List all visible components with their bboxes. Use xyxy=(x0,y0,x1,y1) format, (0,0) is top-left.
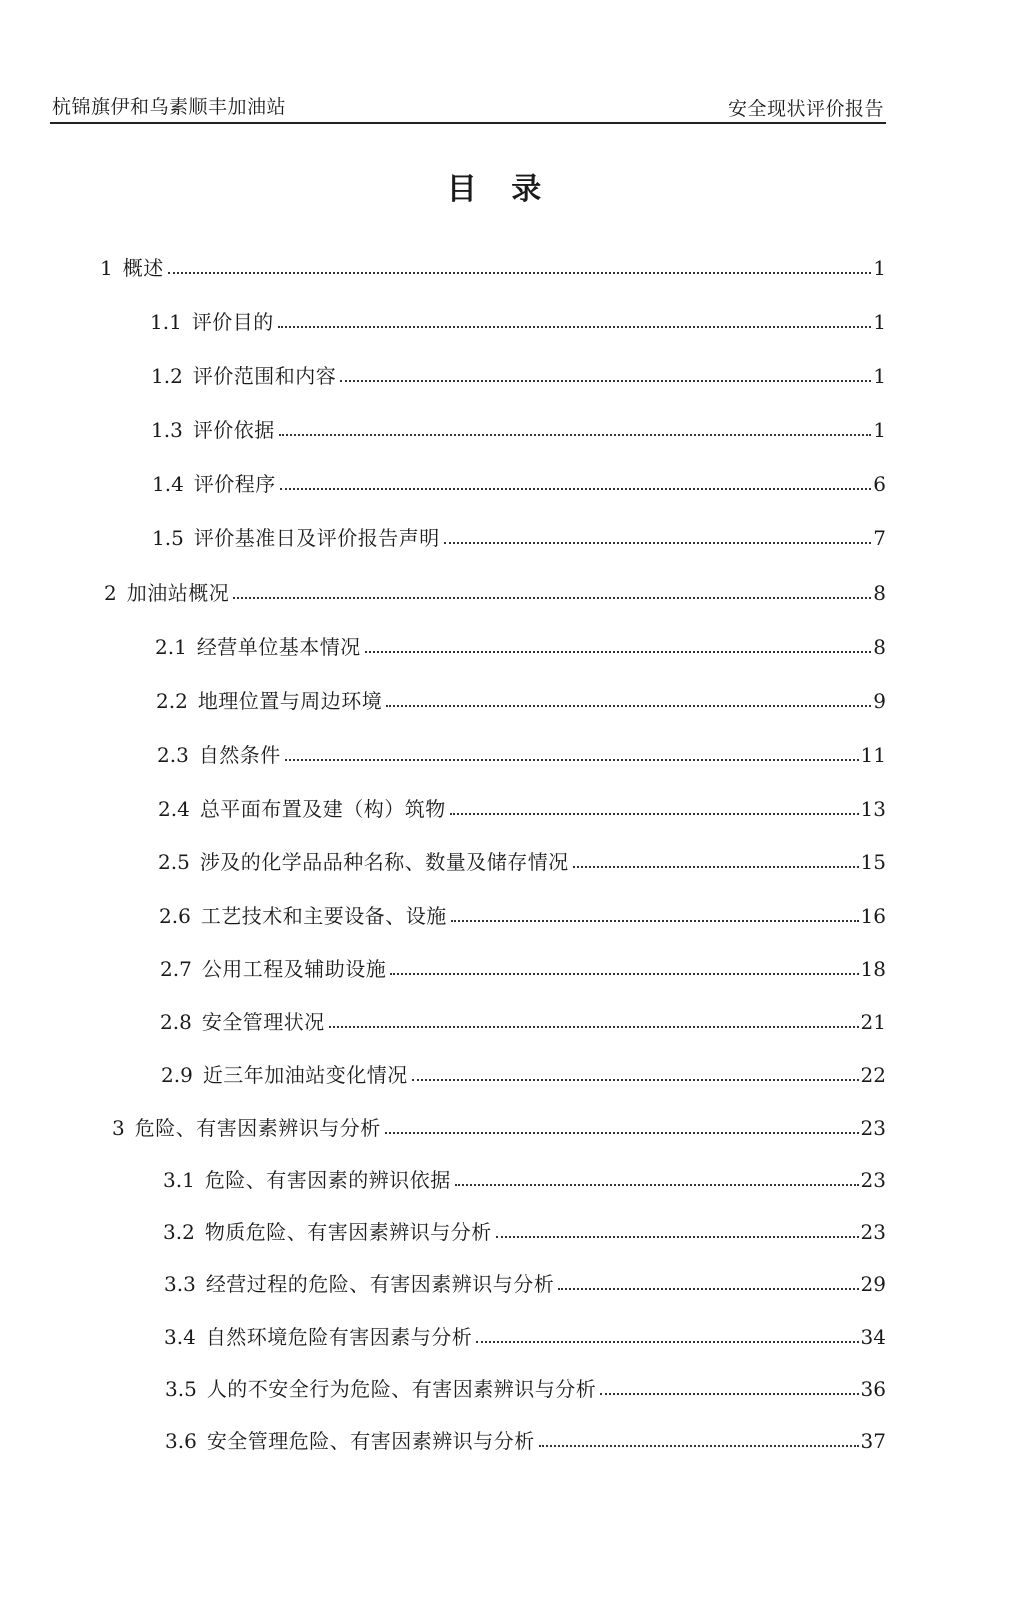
toc-page: 29 xyxy=(860,1272,886,1296)
toc-number: 2.4 xyxy=(158,797,190,821)
toc-label: 工艺技术和主要设备、设施 xyxy=(200,904,447,928)
toc-entry-2[interactable] xyxy=(104,575,886,605)
toc-page: 9 xyxy=(873,689,886,713)
toc-label: 评价程序 xyxy=(193,472,276,496)
toc-label: 人的不安全行为危险、有害因素辨识与分析 xyxy=(206,1377,597,1401)
toc-number: 3.5 xyxy=(165,1377,197,1401)
toc-entry-1-3[interactable] xyxy=(151,412,886,442)
toc-label: 总平面布置及建（构）筑物 xyxy=(199,797,446,821)
toc-entry-1-5[interactable] xyxy=(152,520,886,550)
toc-leader xyxy=(444,542,871,544)
toc-label: 概述 xyxy=(122,256,164,280)
toc-entry-3-4[interactable] xyxy=(164,1319,886,1349)
toc-page: 1 xyxy=(873,256,886,280)
toc-label: 评价依据 xyxy=(192,418,275,442)
toc-page: 1 xyxy=(873,418,886,442)
toc-entry-3-6[interactable] xyxy=(165,1423,886,1453)
toc-entry-3-2[interactable] xyxy=(163,1214,886,1244)
toc-leader xyxy=(412,1079,859,1081)
toc-entry-1-1[interactable] xyxy=(150,304,886,334)
toc-leader xyxy=(329,1026,859,1028)
toc-label: 自然条件 xyxy=(198,743,281,767)
toc-entry-3-3[interactable] xyxy=(164,1266,886,1296)
toc-leader xyxy=(168,272,872,274)
toc-page: 8 xyxy=(873,581,886,605)
toc-entry-1[interactable] xyxy=(100,250,886,280)
page-header xyxy=(50,92,886,124)
toc-leader xyxy=(558,1288,858,1290)
toc-number: 2.9 xyxy=(161,1063,193,1087)
toc-entry-2-2[interactable] xyxy=(156,683,886,713)
toc-entry-2-4[interactable] xyxy=(158,791,886,821)
toc-label: 物质危险、有害因素辨识与分析 xyxy=(204,1220,492,1244)
toc-leader xyxy=(496,1236,859,1238)
toc-page: 23 xyxy=(860,1116,886,1140)
toc-leader xyxy=(386,705,871,707)
toc-number: 3.1 xyxy=(163,1168,195,1192)
toc-number: 3.6 xyxy=(165,1429,197,1453)
toc-number: 2 xyxy=(104,581,117,605)
toc-page: 7 xyxy=(873,526,886,550)
toc-label: 地理位置与周边环境 xyxy=(197,689,383,713)
toc-page: 34 xyxy=(860,1325,886,1349)
toc-leader xyxy=(390,973,858,975)
toc-leader xyxy=(451,920,859,922)
toc-page: 23 xyxy=(860,1168,886,1192)
toc-number: 1.2 xyxy=(151,364,183,388)
toc-leader xyxy=(340,380,871,382)
toc-label: 评价目的 xyxy=(191,310,274,334)
toc-leader xyxy=(573,866,859,868)
toc-entry-3-5[interactable] xyxy=(165,1371,886,1401)
toc-page: 11 xyxy=(860,743,886,767)
toc-leader xyxy=(539,1445,859,1447)
toc-leader xyxy=(233,597,871,599)
toc-label: 经营单位基本情况 xyxy=(196,635,361,659)
toc-number: 1.1 xyxy=(150,310,182,334)
toc-number: 1 xyxy=(100,256,113,280)
toc-label: 近三年加油站变化情况 xyxy=(202,1063,408,1087)
toc-page: 16 xyxy=(860,904,886,928)
toc-number: 1.3 xyxy=(151,418,183,442)
toc-label: 危险、有害因素辨识与分析 xyxy=(134,1116,381,1140)
toc-page: 13 xyxy=(860,797,886,821)
toc-page: 37 xyxy=(860,1429,886,1453)
toc-leader xyxy=(450,813,859,815)
toc-leader xyxy=(455,1184,859,1186)
toc-page: 22 xyxy=(860,1063,886,1087)
header-report-title: 安全现状评价报告 xyxy=(727,98,884,120)
toc-number: 3.3 xyxy=(164,1272,196,1296)
toc-entry-2-3[interactable] xyxy=(157,737,886,767)
toc-number: 2.5 xyxy=(158,850,190,874)
header-organization: 杭锦旗伊和乌素顺丰加油站 xyxy=(52,96,287,118)
toc-entry-2-1[interactable] xyxy=(155,629,886,659)
toc-number: 3.2 xyxy=(163,1220,195,1244)
toc-leader xyxy=(280,488,871,490)
toc-leader xyxy=(365,651,871,653)
toc-leader xyxy=(278,326,871,328)
toc-label: 自然环境危险有害因素与分析 xyxy=(205,1325,473,1349)
toc-page: 1 xyxy=(873,310,886,334)
toc-number: 3.4 xyxy=(164,1325,196,1349)
toc-page: 21 xyxy=(860,1010,886,1034)
toc-entry-1-2[interactable] xyxy=(151,358,886,388)
toc-label: 安全管理状况 xyxy=(201,1010,325,1034)
toc-number: 2.3 xyxy=(157,743,189,767)
toc-label: 经营过程的危险、有害因素辨识与分析 xyxy=(205,1272,555,1296)
toc-page: 23 xyxy=(860,1220,886,1244)
toc-label: 评价基准日及评价报告声明 xyxy=(193,526,440,550)
toc-leader xyxy=(476,1341,858,1343)
toc-label: 安全管理危险、有害因素辨识与分析 xyxy=(206,1429,535,1453)
toc-leader xyxy=(385,1132,859,1134)
toc-page: 1 xyxy=(873,364,886,388)
toc-label: 危险、有害因素的辨识依据 xyxy=(204,1168,451,1192)
toc-label: 加油站概况 xyxy=(126,581,230,605)
toc-leader xyxy=(600,1393,858,1395)
toc-number: 2.6 xyxy=(159,904,191,928)
toc-entry-2-6[interactable] xyxy=(159,898,886,928)
toc-number: 2.7 xyxy=(160,957,192,981)
toc-label: 公用工程及辅助设施 xyxy=(201,957,387,981)
toc-leader xyxy=(279,434,871,436)
toc-entry-2-7[interactable] xyxy=(160,951,886,981)
toc-entry-1-4[interactable] xyxy=(152,466,886,496)
toc-leader xyxy=(285,759,859,761)
toc-number: 2.8 xyxy=(160,1010,192,1034)
toc-number: 2.2 xyxy=(156,689,188,713)
toc-number: 1.4 xyxy=(152,472,184,496)
toc-page: 15 xyxy=(860,850,886,874)
toc-number: 3 xyxy=(112,1116,125,1140)
toc-entry-2-5[interactable] xyxy=(158,844,886,874)
toc-number: 2.1 xyxy=(155,635,187,659)
toc-label: 评价范围和内容 xyxy=(192,364,337,388)
toc-page: 6 xyxy=(873,472,886,496)
toc-title: 目 录 xyxy=(446,172,554,207)
toc-page: 36 xyxy=(860,1377,886,1401)
toc-number: 1.5 xyxy=(152,526,184,550)
toc-page: 8 xyxy=(873,635,886,659)
toc-entry-2-9[interactable] xyxy=(161,1057,886,1087)
toc-entry-3[interactable] xyxy=(112,1110,886,1140)
toc-page: 18 xyxy=(860,957,886,981)
toc-label: 涉及的化学品品种名称、数量及储存情况 xyxy=(199,850,569,874)
toc-entry-3-1[interactable] xyxy=(163,1162,886,1192)
toc-entry-2-8[interactable] xyxy=(160,1004,886,1034)
